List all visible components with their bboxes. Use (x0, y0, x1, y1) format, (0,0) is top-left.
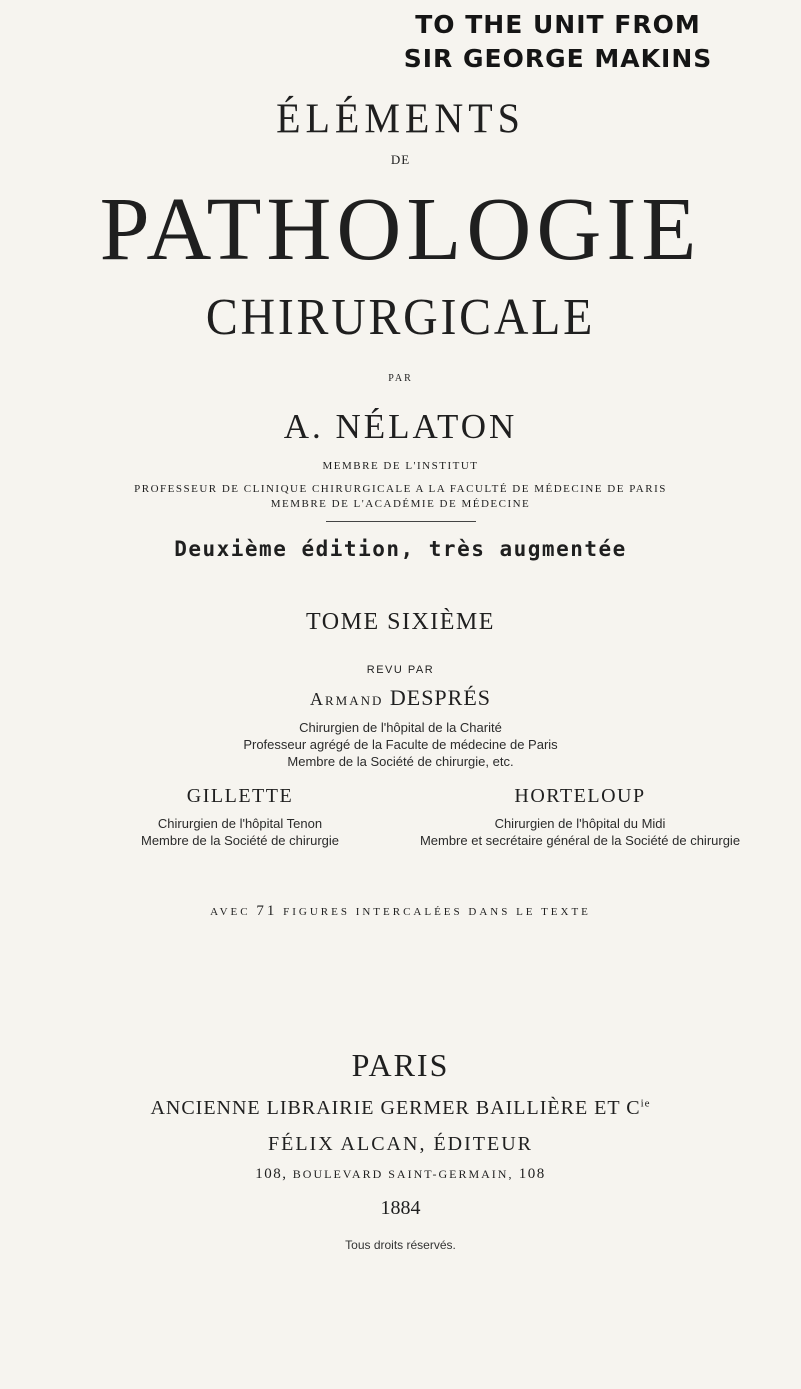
title-chirurgicale: CHIRURGICALE (205, 289, 596, 346)
publisher-library-sup: ie (640, 1097, 651, 1110)
reviser-first-name: Armand (309, 689, 384, 709)
tome-label: TOME SIXIÈME (306, 609, 495, 635)
publication-year: 1884 (380, 1197, 421, 1219)
rights-notice: Tous droits réservés. (345, 1238, 456, 1252)
edition-line: Deuxième édition, très augmentée (174, 537, 627, 561)
publisher-editor: FÉLIX ALCAN, ÉDITEUR (268, 1133, 533, 1155)
author-name: A. NÉLATON (283, 407, 518, 446)
figures-avec: AVEC (210, 906, 251, 918)
publisher-city: PARIS (351, 1047, 450, 1083)
publisher-library-text: ANCIENNE LIBRAIRIE GERMER BAILLIÈRE ET C (150, 1097, 641, 1119)
collaborator-gillette-line-1: Chirurgien de l'hôpital Tenon (157, 816, 323, 831)
figures-count: 71 (256, 903, 278, 919)
revu-par-label: REVU PAR (366, 664, 435, 676)
author-professeur: PROFESSEUR DE CLINIQUE CHIRURGICALE A LA FACULTÉ DE MÉDECINE DE PARIS (134, 483, 667, 495)
address-number-2: 108 (518, 1166, 546, 1182)
collaborator-horteloup-line-1: Chirurgien de l'hôpital du Midi (494, 816, 666, 831)
reviser-name (0, 685, 801, 711)
figures-note (0, 903, 801, 920)
reviser-line-3: Membre de la Société de chirurgie, etc. (287, 754, 514, 769)
title-elements: ÉLÉMENTS (276, 94, 525, 143)
reviser-last-name: DESPRÉS (389, 685, 492, 710)
publisher-address (0, 1166, 801, 1183)
reviser-line-2: Professeur agrégé de la Faculte de médecine de Paris (243, 737, 558, 752)
stamp-line-2: SIR GEORGE MAKINS (403, 44, 713, 73)
divider-rule (326, 521, 476, 522)
address-number-1: 108, (255, 1166, 288, 1182)
by-label: PAR (388, 373, 413, 384)
collaborator-name-gillette: GILLETTE (186, 785, 294, 807)
address-street: BOULEVARD SAINT-GERMAIN, (292, 1167, 514, 1181)
collaborator-name-horteloup: HORTELOUP (514, 785, 646, 807)
title-de: DE (390, 152, 411, 167)
author-membre-academie: MEMBRE DE L'ACADÉMIE DE MÉDECINE (270, 498, 531, 510)
title-pathologie: PATHOLOGIE (99, 180, 702, 279)
collaborator-horteloup-line-2: Membre et secrétaire général de la Société de chirurgie (419, 833, 741, 848)
reviser-line-1: Chirurgien de l'hôpital de la Charité (299, 720, 502, 735)
author-membre-institut: MEMBRE DE L'INSTITUT (322, 460, 479, 472)
collaborator-gillette-line-2: Membre de la Société de chirurgie (141, 833, 339, 848)
publisher-library (0, 1097, 801, 1120)
stamp-line-1: TO THE UNIT FROM (415, 10, 701, 39)
figures-rest: FIGURES INTERCALÉES DANS LE TEXTE (283, 906, 591, 918)
